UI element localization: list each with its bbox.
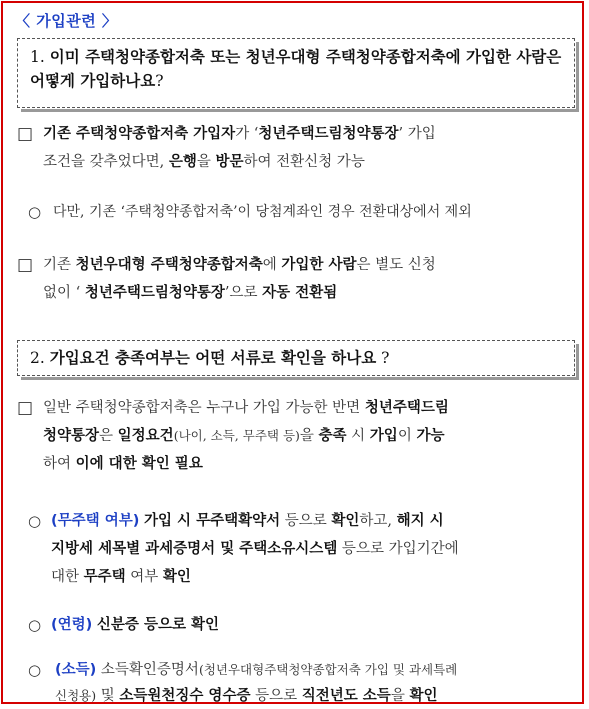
bold-text: 직전년도 소득 bbox=[301, 688, 391, 704]
text: 시 bbox=[346, 428, 370, 444]
text: 은 별도 신청 bbox=[356, 257, 436, 273]
circle-bullet: ○ bbox=[28, 661, 42, 679]
bold-text: 지방세 세목별 과세증명서 및 주택소유시스템 bbox=[51, 541, 338, 557]
text: 없이 ‘ bbox=[43, 285, 85, 301]
bold-text: 소득원천징수 영수증 bbox=[119, 688, 251, 704]
text: 대한 bbox=[51, 569, 84, 585]
bold-text: 청약통장 bbox=[43, 428, 100, 444]
bold-text: 무주택 bbox=[83, 569, 126, 585]
sub-item-age bbox=[51, 612, 581, 638]
text: 기존 bbox=[43, 257, 76, 273]
text: 하고, bbox=[359, 513, 397, 529]
bold-text: 방문 bbox=[215, 154, 244, 170]
question-text: 이미 주택청약종합저축 또는 청년우대형 주택청약종합저축에 가입한 사람은 어떻게 가입하나요 bbox=[30, 48, 562, 90]
square-bullet: □ bbox=[17, 124, 34, 144]
text: 은 bbox=[99, 428, 118, 444]
answer-3 bbox=[43, 395, 578, 477]
text: ’ 가입 bbox=[398, 126, 436, 142]
bold-text: 확인 bbox=[162, 569, 191, 585]
bold-text: 가능 bbox=[416, 428, 445, 444]
question-number: 2. bbox=[30, 349, 45, 367]
text: 소득확인증명서 bbox=[100, 662, 199, 678]
question-text: 가입요건 충족여부는 어떤 서류로 확인을 하나요 bbox=[49, 349, 377, 367]
text: 하여 bbox=[43, 456, 76, 472]
question-number: 1. bbox=[30, 48, 45, 66]
section-title: 〈 가입관련 〉 bbox=[15, 12, 118, 30]
text: 일반 주택청약종합저축은 누구나 가입 가능한 반면 bbox=[43, 400, 365, 416]
text: 여부 bbox=[125, 569, 163, 585]
answer-1-note: 다만, 기존 ‘주택청약종합저축’이 당첨계좌인 경우 전환대상에서 제외 bbox=[53, 204, 472, 220]
text: 조건을 갖추었다면, bbox=[43, 154, 169, 170]
item-label: (연령) bbox=[51, 617, 93, 633]
answer-1 bbox=[43, 121, 573, 175]
bold-text: 충족 bbox=[318, 428, 347, 444]
bold-text: 가입 bbox=[369, 428, 398, 444]
bold-text: 자동 전환됨 bbox=[262, 285, 338, 301]
text: 하여 전환신청 가능 bbox=[243, 154, 365, 170]
item-label: (소득) bbox=[55, 662, 97, 678]
circle-bullet: ○ bbox=[28, 203, 42, 221]
text: 이 bbox=[397, 428, 417, 444]
item-label: (무주택 여부) bbox=[51, 513, 140, 529]
bold-text: 가입한 사람 bbox=[281, 257, 357, 273]
bold-text: 기존 주택청약종합저축 가입자 bbox=[43, 126, 236, 142]
question-mark: ? bbox=[155, 72, 164, 90]
question-mark: ? bbox=[376, 349, 390, 367]
text: 을 bbox=[196, 154, 216, 170]
question-1 bbox=[18, 39, 574, 97]
bold-text: 해지 시 bbox=[396, 513, 444, 529]
bold-text: 청년주택드림청약통장 bbox=[84, 285, 225, 301]
bold-text: 신분증 등으로 확인 bbox=[96, 617, 220, 633]
bold-text: 확인 bbox=[331, 513, 360, 529]
answer-2 bbox=[43, 252, 573, 306]
sub-item-income bbox=[55, 657, 580, 704]
bold-text: 청년주택드림청약통장 bbox=[258, 126, 399, 142]
small-text: (나이, 소득, 무주택 등) bbox=[173, 428, 300, 443]
square-bullet: □ bbox=[17, 398, 34, 418]
bold-text: 이에 대한 확인 필요 bbox=[75, 456, 203, 472]
text: 가 ‘ bbox=[235, 126, 259, 142]
bold-text: 일정요건 bbox=[117, 428, 174, 444]
text: 등으로 bbox=[280, 513, 332, 529]
question-box-2 bbox=[17, 340, 575, 376]
bold-text: 가입 시 무주택확약서 bbox=[143, 513, 281, 529]
circle-bullet: ○ bbox=[28, 512, 42, 530]
text: 을 bbox=[390, 688, 410, 704]
bold-text: 청년우대형 주택청약종합저축 bbox=[75, 257, 263, 273]
text: ’으로 bbox=[224, 285, 263, 301]
sub-item-homeless bbox=[51, 508, 581, 590]
bold-text: 은행 bbox=[168, 154, 197, 170]
text: 등으로 bbox=[250, 688, 302, 704]
bold-text: 청년주택드림 bbox=[364, 400, 449, 416]
document-frame bbox=[1, 1, 584, 704]
text: 및 bbox=[96, 688, 120, 704]
small-text: 신청용) bbox=[55, 688, 97, 703]
circle-bullet: ○ bbox=[28, 616, 42, 634]
bold-text: 확인 bbox=[409, 688, 438, 704]
small-text: (청년우대형주택청약종합저축 가입 및 과세특례 bbox=[198, 662, 458, 677]
question-box-1 bbox=[17, 38, 575, 108]
text: 을 bbox=[299, 428, 319, 444]
square-bullet: □ bbox=[17, 255, 34, 275]
question-2 bbox=[18, 341, 574, 374]
text: 에 bbox=[262, 257, 282, 273]
text: 등으로 가입기간에 bbox=[337, 541, 459, 557]
